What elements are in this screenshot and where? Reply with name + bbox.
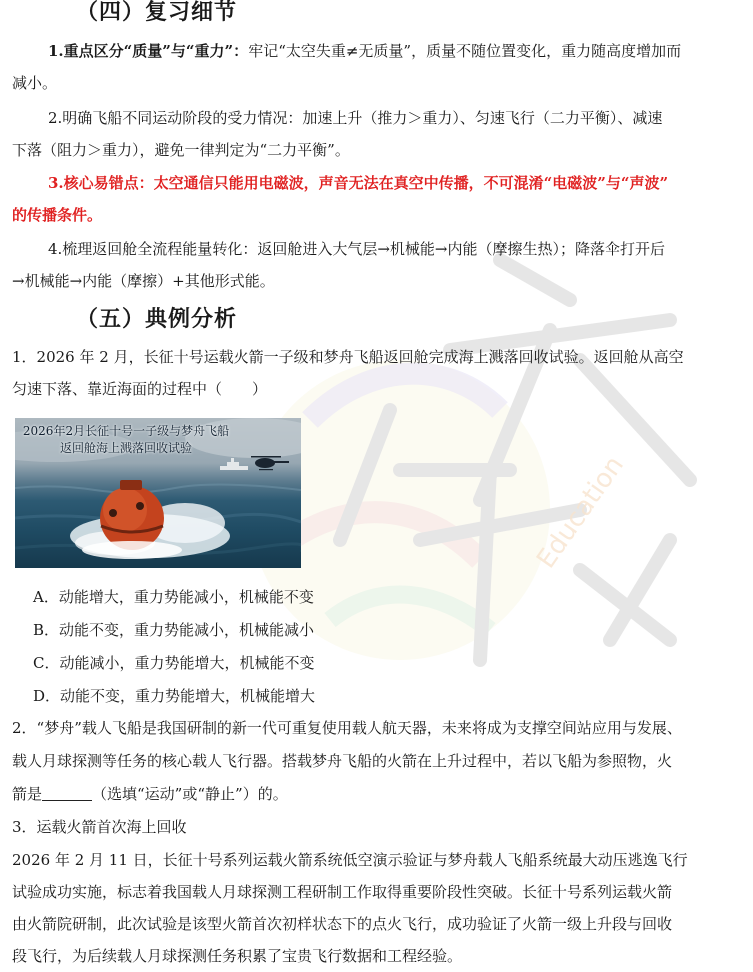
helicopter-icon <box>251 456 289 470</box>
review-point-2: 2.明确飞船不同运动阶段的受力情况：加速上升（推力＞重力）、匀速飞行（二力平衡）、减速 <box>48 109 663 127</box>
photo-caption: 2026年2月长征十号一子级与梦舟飞船返回舱海上溅落回收试验 <box>22 424 230 455</box>
option-d: D．动能不变，重力势能增大，机械能增大 <box>33 687 316 705</box>
question-2: 2．“梦舟”载人飞船是我国研制的新一代可重复使用载人航天器，未来将成为支撑空间站应用与发展、 <box>12 719 682 737</box>
ship-icon <box>220 458 248 470</box>
question-2-cont-2 <box>12 783 744 805</box>
question-2-cont: 载人月球探测等任务的核心载人飞行器。搭载梦舟飞船的火箭在上升过程中，若以飞船为参照物，火 <box>12 752 673 770</box>
section-5-title: （五）典例分析 <box>76 306 238 332</box>
section-4-title: （四）复习细节 <box>76 0 238 25</box>
review-point-3: 3.核心易错点：太空通信只能用电磁波，声音无法在真空中传播，不可混淆“电磁波”与“声波” <box>48 174 669 192</box>
answer-blank <box>42 784 92 801</box>
question-3-title: 3．运载火箭首次海上回收 <box>12 818 187 836</box>
splashdown-photo <box>15 418 301 568</box>
review-point-1-text: 牢记“太空失重≠无质量”，质量不随位置变化，重力随高度增加而 <box>248 42 682 60</box>
review-point-4-cont: →机械能→内能（摩擦）+其他形式能。 <box>12 272 275 290</box>
question-3-text: 2026 年 2 月 11 日，长征十号系列运载火箭系统低空演示验证与梦舟载人飞船系统最大动压逃逸飞行 <box>12 851 688 869</box>
review-point-1-lead: 1.重点区分“质量”与“重力”： <box>48 42 249 60</box>
review-point-3-cont: 的传播条件。 <box>12 206 103 224</box>
question-1: 1．2026 年 2 月，长征十号运载火箭一子级和梦舟飞船返回舱完成海上溅落回收试验。返回舱从高空 <box>12 348 684 366</box>
question-2-options: （选填“运动”或“静止”）的。 <box>92 785 288 803</box>
question-3-text-2: 试验成功实施，标志着我国载人月球探测工程研制工作取得重要阶段性突破。长征十号系列运载火箭 <box>12 883 673 901</box>
review-point-4: 4.梳理返回舱全流程能量转化：返回舱进入大气层→机械能→内能（摩擦生热）；降落伞打开后 <box>48 240 665 258</box>
option-b: B．动能不变，重力势能减小，机械能减小 <box>33 621 315 639</box>
review-point-1-cont: 减小。 <box>12 74 58 92</box>
watermark-logo <box>250 240 750 680</box>
watermark-text: Education <box>531 450 630 575</box>
question-2-stem: 箭是 <box>12 785 43 803</box>
question-1-cont: 匀速下落、靠近海面的过程中（ ） <box>12 380 268 398</box>
question-3-text-3: 由火箭院研制，此次试验是该型火箭首次初样状态下的点火飞行，成功验证了火箭一级上升段与回收 <box>12 915 673 933</box>
review-point-1 <box>48 40 744 62</box>
review-point-2-cont: 下落（阻力＞重力），避免一律判定为“二力平衡”。 <box>12 141 350 159</box>
question-3-text-4: 段飞行，为后续载人月球探测任务积累了宝贵飞行数据和工程经验。 <box>12 947 463 965</box>
option-c: C．动能减小，重力势能增大，机械能不变 <box>33 654 315 672</box>
option-a: A．动能增大，重力势能减小，机械能不变 <box>33 588 314 606</box>
